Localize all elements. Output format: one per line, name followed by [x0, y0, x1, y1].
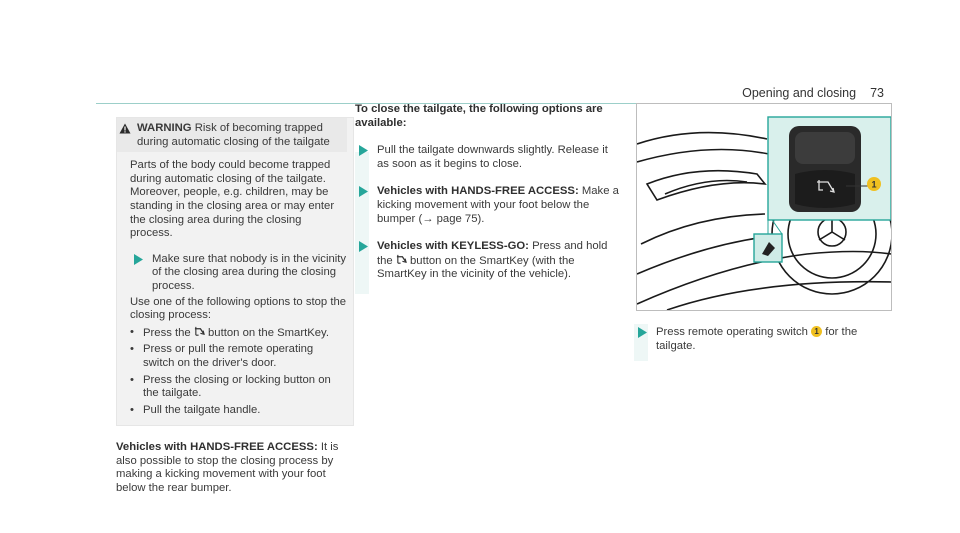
- warning-step-text: Make sure that nobody is in the vicinity of the closing area during the closing process.: [152, 252, 347, 292]
- tailgate-key-icon: [194, 326, 205, 337]
- bullet-text: Press the: [143, 326, 191, 339]
- door-switch-figure: [636, 103, 892, 311]
- remote-switch-step: [634, 326, 894, 353]
- figure-callout: 1: [871, 179, 877, 190]
- hands-free-label: Vehicles with HANDS-FREE ACCESS:: [116, 441, 318, 454]
- list-item: [130, 404, 347, 418]
- step-text: Press remote operating switch: [656, 326, 808, 338]
- warning-header: [117, 118, 347, 152]
- close-step-hands-free: [355, 185, 619, 226]
- step-text: button on the SmartKey (with the SmartKey in the vicinity of the vehicle).: [377, 254, 575, 281]
- hands-free-paragraph: [116, 441, 354, 495]
- close-options-heading: [355, 103, 619, 130]
- column-left: [116, 117, 354, 496]
- warning-box: [116, 117, 354, 426]
- tailgate-key-icon: [396, 254, 407, 265]
- warning-text: Parts of the body could become trapped during automatic closing of the tailgate. Moreover, people, e.g. children, may be standing in the closing area or may enter the closing area during the closing process.: [130, 159, 335, 240]
- step-label: Vehicles with KEYLESS-GO:: [377, 240, 529, 253]
- page-number: 73: [870, 86, 884, 100]
- step-arrow-icon: [638, 327, 647, 338]
- section-title: Opening and closing: [742, 86, 857, 100]
- callout-badge: 1: [811, 326, 822, 337]
- column-right: [634, 326, 894, 353]
- hands-free-text: It is also possible to stop the closing process by making a kicking movement with your foot below the rear bumper.: [116, 441, 339, 495]
- close-step-pull: [355, 144, 619, 171]
- list-item: [130, 326, 347, 341]
- step-text: for the tailgate.: [656, 326, 858, 352]
- close-steps: [355, 144, 619, 282]
- step-arrow-icon: [359, 241, 368, 252]
- warning-title: Risk of becoming trapped during automatic closing of the tailgate: [137, 122, 330, 148]
- warning-body: [117, 152, 347, 417]
- page-header: [742, 86, 884, 100]
- bullet-text: button on the SmartKey.: [208, 326, 330, 339]
- heading-text: To close the tailgate, the following options are available:: [355, 103, 603, 129]
- list-item: [130, 374, 347, 401]
- step-arrow-icon: [134, 254, 143, 265]
- column-middle: [355, 103, 619, 282]
- warning-intro: Use one of the following options to stop the closing process:: [130, 295, 347, 322]
- door-illustration: [637, 104, 891, 310]
- warning-keyword: WARNING: [137, 122, 192, 134]
- list-item: [130, 343, 347, 370]
- remote-step-block: [634, 326, 894, 353]
- step-arrow-icon: [359, 186, 368, 197]
- bullet-text: Press or pull the remote operating switch on the driver's door.: [143, 343, 314, 369]
- step-text: Press and hold the: [377, 240, 608, 267]
- step-label: Vehicles with HANDS-FREE ACCESS:: [377, 185, 579, 198]
- step-text: Make a kicking movement with your foot below the bumper (→ page 75).: [377, 185, 619, 225]
- bullet-text: Press the closing or locking button on the tailgate.: [143, 373, 331, 400]
- warning-triangle-icon: [119, 123, 131, 134]
- step-arrow-icon: [359, 145, 368, 156]
- bullet-text: Pull the tailgate handle.: [143, 403, 261, 416]
- close-step-keyless-go: [355, 240, 619, 282]
- step-text: Pull the tailgate downwards slightly. Release it as soon as it begins to close.: [377, 144, 608, 170]
- warning-step: [130, 253, 347, 294]
